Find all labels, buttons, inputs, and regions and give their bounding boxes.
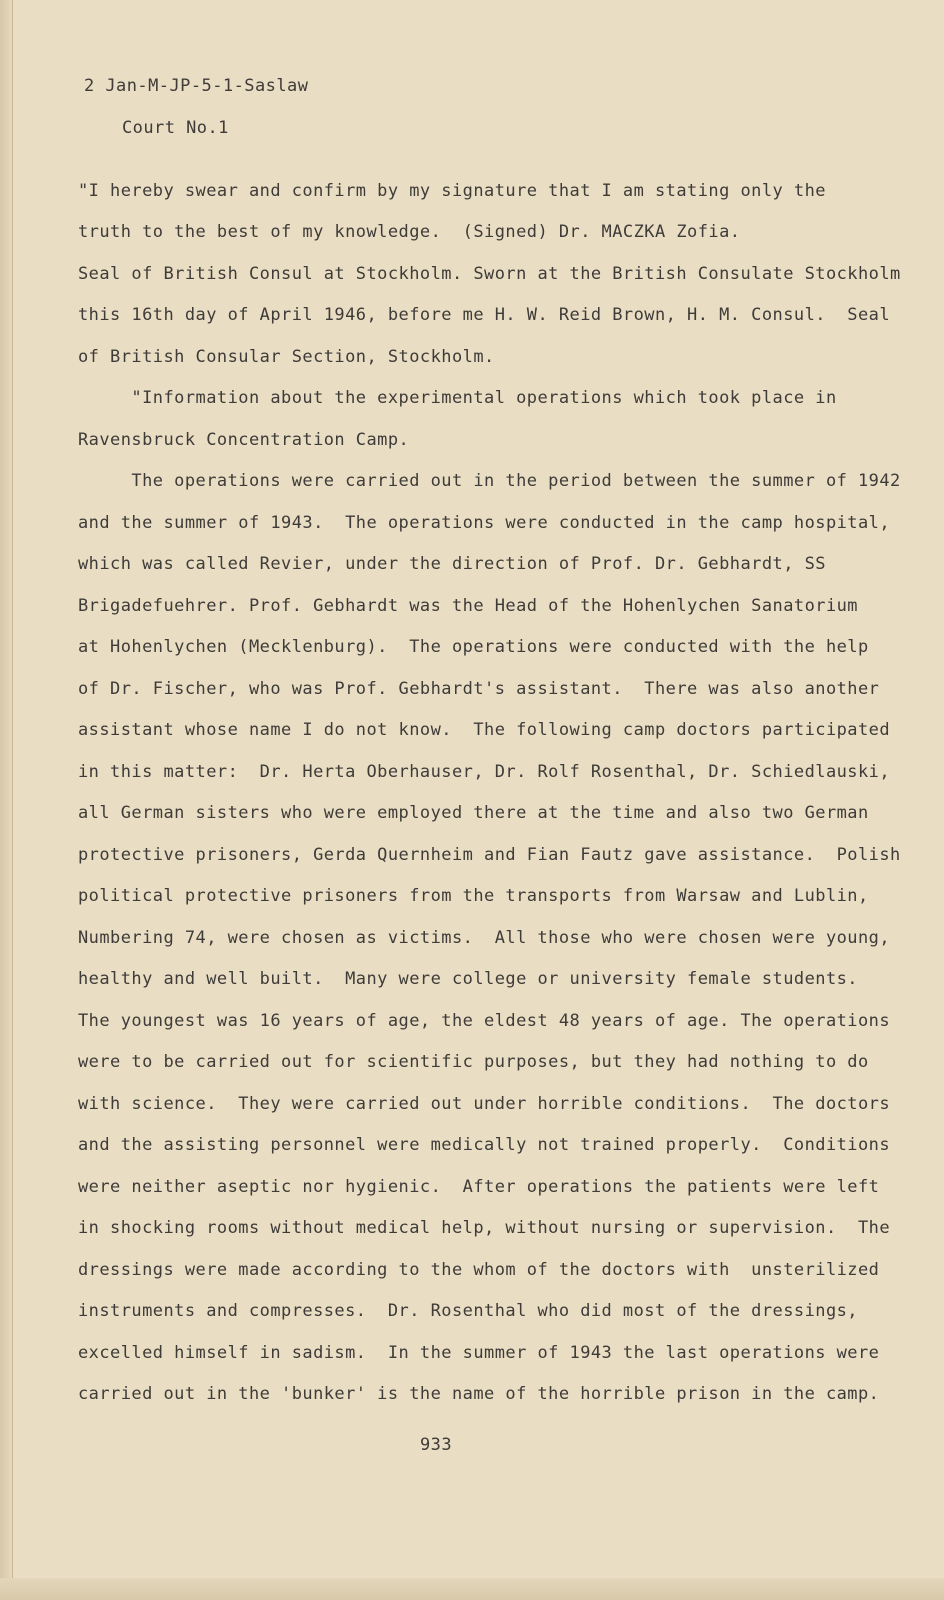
text-line: protective prisoners, Gerda Quernheim and Fian Fautz gave assistance. Polish <box>78 845 901 865</box>
text-line: of Dr. Fischer, who was Prof. Gebhardt's assistant. There was also another <box>78 679 880 699</box>
court-label: Court No.1 <box>122 118 229 138</box>
text-line: of British Consular Section, Stockholm. <box>78 347 495 367</box>
text-line: in this matter: Dr. Herta Oberhauser, Dr. Rolf Rosenthal, Dr. Schiedlauski, <box>78 762 891 782</box>
text-line: The operations were carried out in the period between the summer of 1942 <box>78 471 901 491</box>
page-bottom-edge <box>0 1578 944 1600</box>
page-left-edge <box>0 0 13 1600</box>
text-line: excelled himself in sadism. In the summer of 1943 the last operations were <box>78 1343 880 1363</box>
text-line: Ravensbruck Concentration Camp. <box>78 430 410 450</box>
text-line: instruments and compresses. Dr. Rosenthal who did most of the dressings, <box>78 1301 858 1321</box>
text-line: with science. They were carried out under horrible conditions. The doctors <box>78 1094 891 1114</box>
text-line: at Hohenlychen (Mecklenburg). The operations were conducted with the help <box>78 637 869 657</box>
text-line: and the summer of 1943. The operations were conducted in the camp hospital, <box>78 513 891 533</box>
text-line: Brigadefuehrer. Prof. Gebhardt was the Head of the Hohenlychen Sanatorium <box>78 596 858 616</box>
text-line: and the assisting personnel were medically not trained properly. Conditions <box>78 1135 891 1155</box>
text-line: Numbering 74, were chosen as victims. All those who were chosen were young, <box>78 928 891 948</box>
text-line: dressings were made according to the whom of the doctors with unsterilized <box>78 1260 880 1280</box>
text-line: in shocking rooms without medical help, without nursing or supervision. The <box>78 1218 891 1238</box>
text-line: "I hereby swear and confirm by my signature that I am stating only the <box>78 181 826 201</box>
text-line: which was called Revier, under the direction of Prof. Dr. Gebhardt, SS <box>78 554 826 574</box>
text-line: were to be carried out for scientific purposes, but they had nothing to do <box>78 1052 869 1072</box>
text-line: were neither aseptic nor hygienic. After operations the patients were left <box>78 1177 880 1197</box>
text-line: truth to the best of my knowledge. (Signed) Dr. MACZKA Zofia. <box>78 222 741 242</box>
page-number: 933 <box>420 1435 453 1455</box>
text-line: assistant whose name I do not know. The following camp doctors participated <box>78 720 891 740</box>
text-line: all German sisters who were employed there at the time and also two German <box>78 803 869 823</box>
document-header: 2 Jan-M-JP-5-1-Saslaw <box>84 76 309 96</box>
text-line: carried out in the 'bunker' is the name of the horrible prison in the camp. <box>78 1384 880 1404</box>
text-line: political protective prisoners from the transports from Warsaw and Lublin, <box>78 886 869 906</box>
text-line: The youngest was 16 years of age, the eldest 48 years of age. The operations <box>78 1011 891 1031</box>
text-line: Seal of British Consul at Stockholm. Sworn at the British Consulate Stockholm <box>78 264 901 284</box>
text-line: this 16th day of April 1946, before me H. W. Reid Brown, H. M. Consul. Seal <box>78 305 891 325</box>
text-line: "Information about the experimental operations which took place in <box>78 388 837 408</box>
text-line: healthy and well built. Many were college or university female students. <box>78 969 858 989</box>
